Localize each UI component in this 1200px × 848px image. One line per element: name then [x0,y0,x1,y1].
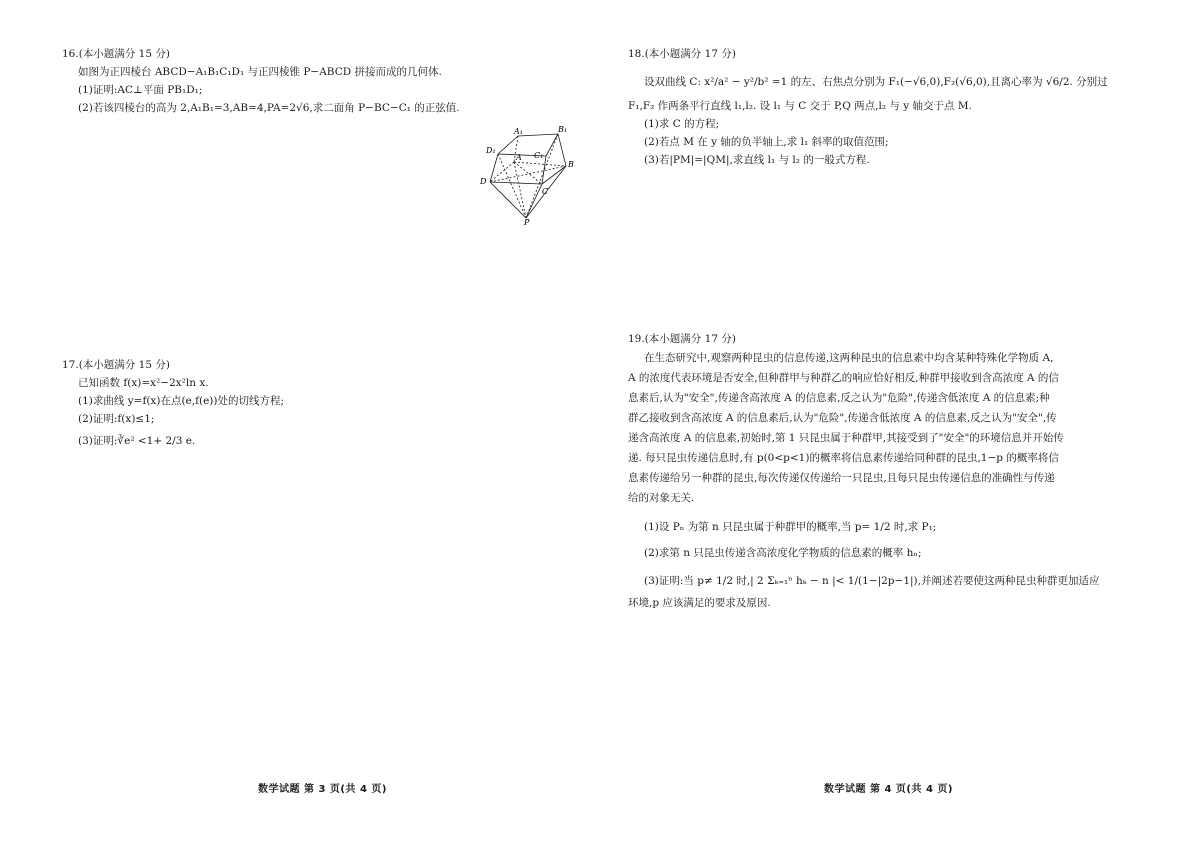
q16-part2: (2)若该四棱台的高为 2,A₁B₁=3,AB=4,PA=2√6,求二面角 P−BC−C₁ 的正弦值. [78,102,460,114]
q19-body-line: 给的对象无关. [628,492,695,504]
q19-body-line: A 的浓度代表环境是否安全,但种群甲与种群乙的响应恰好相反,种群甲接收到含高浓度 A 的信 [628,372,1059,384]
q19-body [628,348,1148,508]
q18-part3: (3)若|PM|=|QM|,求直线 l₁ 与 l₂ 的一般式方程. [644,154,870,166]
q18-line1: 设双曲线 C: x²/a² − y²/b² =1 的左、右焦点分别为 F₁(−√6,0),F₂(√6,0),且离心率为 √6/2. 分别过 [644,76,1108,88]
q19-part2: (2)求第 n 只昆虫传递含高浓度化学物质的信息素的概率 hₙ; [644,547,922,559]
q18-part2: (2)若点 M 在 y 轴的负半轴上,求 l₁ 斜率的取值范围; [644,136,889,148]
question-17 [62,356,582,450]
label-A: A [516,153,522,162]
q19-body-line: 在生态研究中,观察两种昆虫的信息传递,这两种昆虫的信息素中均含某种特殊化学物质 A, [644,352,1054,364]
label-C: C [542,187,549,196]
q18-line2: F₁,F₂ 作两条平行直线 l₁,l₂. 设 l₁ 与 C 交于 P,Q 两点,l₂ 与 y 轴交于点 M. [628,100,972,112]
q19-part3: (3)证明:当 p≠ 1/2 时,| 2 Σₖ₌₁ⁿ hₖ − n |< 1/(1−|2p−1|),并阐述若要使这两种昆虫种群更加适应 [644,575,1100,587]
q16-intro: 如图为正四棱台 ABCD−A₁B₁C₁D₁ 与正四棱锥 P−ABCD 拼接而成的几何体. [78,66,442,78]
q19-body-line: 递含高浓度 A 的信息素,初始时,第 1 只昆虫属于种群甲,其接受到了"安全"的环境信息并开始传 [628,432,1064,444]
label-D: D [480,177,487,186]
q19-body-line: 息素传递给另一种群的昆虫,每次传递仅传递给一只昆虫,且每只昆虫传递信息的准确性与传递 [628,472,1055,484]
q18-part1: (1)求 C 的方程; [644,118,720,130]
q19-body-line: 息素后,认为"安全",传递含高浓度 A 的信息素,反之认为"危险",传递含低浓度 A 的信息素;种 [628,392,1050,404]
label-C1: C₁ [534,151,544,160]
q19-title: 19.(本小题满分 17 分) [628,333,736,345]
question-19 [628,330,1148,612]
q16-geometry-figure [478,126,588,226]
label-A1: A₁ [514,127,523,136]
footer-right-page-number: 数学试题 第 4 页(共 4 页) [824,784,953,795]
label-D1: D₁ [486,146,496,155]
label-B1: B₁ [558,126,568,134]
q18-title: 18.(本小题满分 17 分) [628,48,736,60]
q16-title: 16.(本小题满分 15 分) [62,48,170,60]
q19-body-line: 递. 每只昆虫传递信息时,有 p(0<p<1)的概率将信息素传递给同种群的昆虫,1−p 的概率将信 [628,452,1059,464]
q19-part1: (1)设 Pₙ 为第 n 只昆虫属于种群甲的概率,当 p= 1/2 时,求 P₁; [644,521,937,533]
label-B: B [568,160,574,169]
q17-part3: (3)证明:∛e² <1+ 2/3 e. [78,435,196,447]
q19-body-line: 群乙接收到含高浓度 A 的信息素后,认为"危险",传递含低浓度 A 的信息素,反之认为"安全",传 [628,412,1057,424]
q17-part1: (1)求曲线 y=f(x)在点(e,f(e))处的切线方程; [78,395,285,407]
label-P: P [524,218,530,226]
q17-title: 17.(本小题满分 15 分) [62,359,170,371]
question-18 [628,45,1148,169]
question-16 [62,45,582,117]
q17-part2: (2)证明:f(x)≤1; [78,413,155,425]
q16-part1: (1)证明:AC⊥平面 PB₁D₁; [78,84,203,96]
footer-left-page-number: 数学试题 第 3 页(共 4 页) [258,784,387,795]
q19-part3b: 环境,p 应该满足的要求及原因. [628,597,771,609]
q17-intro: 已知函数 f(x)=x²−2x²ln x. [78,377,209,389]
